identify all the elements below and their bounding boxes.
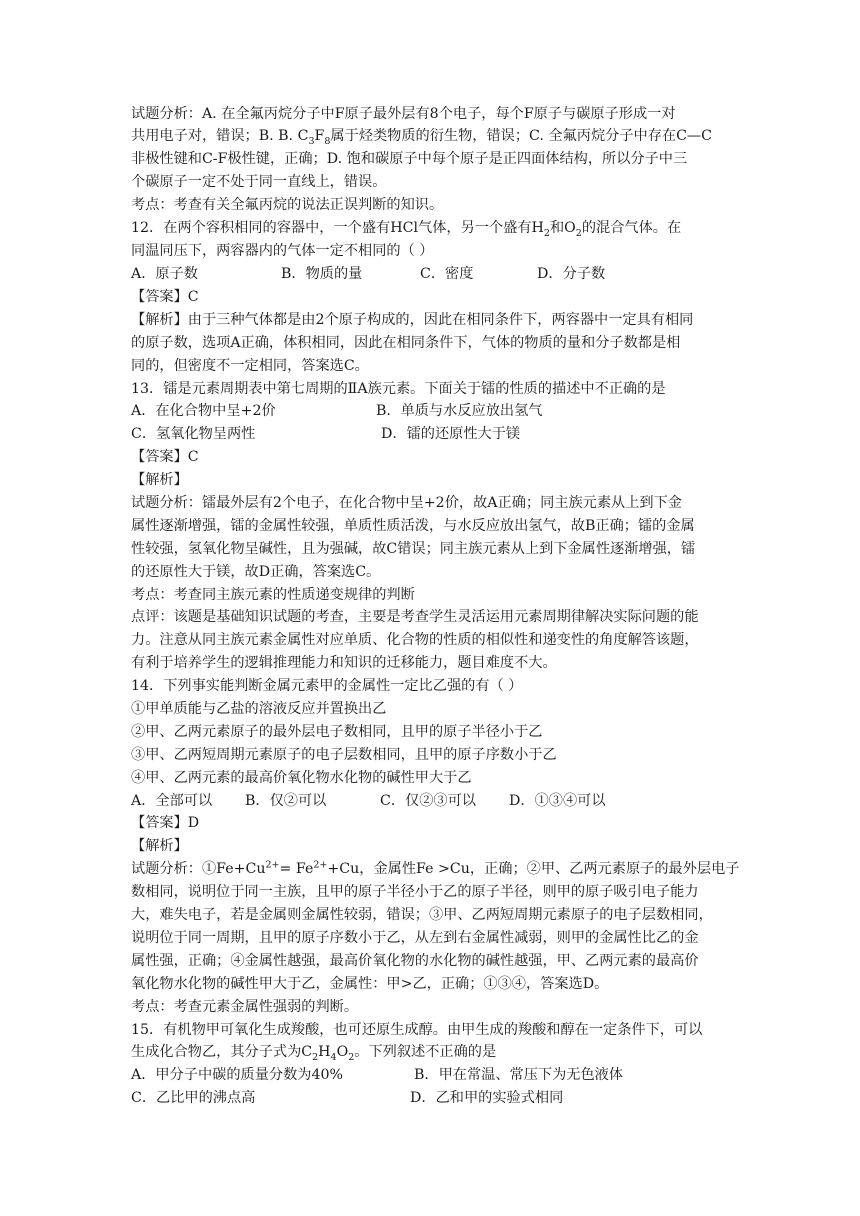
q15-option-b: B．甲在常温、常压下为无色液体 (414, 1067, 624, 1083)
q15-option-c: C．乙比甲的沸点高 (131, 1090, 256, 1106)
q12-stem-line-1: 12．在两个容积相同的容器中，一个盛有HCl气体，另一个盛有$H_2$和$O_2$的混合气体。在 (131, 220, 682, 239)
q15-stem-line-2: 生成化合物乙，其分子式为$C_2H_4O_2$。下列叙述不正确的是 (131, 1044, 497, 1063)
q13-options-row-1 (131, 400, 731, 422)
q14-point: 考点：考查元素金属性强弱的判断。 (131, 999, 359, 1015)
q13-options-row-2 (131, 423, 731, 445)
q13-stem: 13．镭是元素周期表中第七周期的ⅡA族元素。下面关于镭的性质的描述中不正确的是 (131, 381, 666, 397)
q14-stem: 14．下列事实能判断金属元素甲的金属性一定比乙强的有（ ） (131, 678, 523, 694)
q14-statement-4: ④甲、乙两元素的最高价氧化物水化物的碱性甲大于乙 (131, 770, 472, 786)
q13-answer: 【答案】C (131, 449, 199, 465)
q14-analysis-line-2: 数相同，说明位于同一主族，且甲的原子半径小于乙的原子半径，则甲的原子吸引电子能力 (131, 884, 699, 900)
q13-analysis-line-2: 属性逐渐增强，镭的金属性较强，单质性质活泼，与水反应放出氢气，故B正确；镭的金属 (131, 518, 695, 534)
q14-option-d: D．①③④可以 (509, 793, 606, 809)
q15-option-a: A．甲分子中碳的质量分数为40% (131, 1067, 344, 1083)
q12-option-b: B．物质的量 (281, 266, 363, 282)
q12-stem-line-2: 同温同压下，两容器内的气体一定不相同的（ ） (131, 243, 434, 259)
q14-analysis-line-1: 试题分析：$①Fe+Cu^{2+}= Fe^{2+}+Cu$，金属性Fe >Cu，正确；②甲、乙两元素原子的最外层电子 (131, 859, 740, 877)
q12-explanation-line-2: 的原子数，选项A正确，体积相同，因此在相同条件下，气体的物质的量和分子数都是相 (131, 335, 681, 351)
q13-comment-line-2: 力。注意从同主族元素金属性对应单质、化合物的性质的相似性和递变性的角度解答该题， (131, 632, 699, 648)
q14-option-c: C．仅②③可以 (380, 793, 476, 809)
q15-options-row-1 (131, 1064, 731, 1086)
q13-option-b: B．单质与水反应放出氢气 (376, 403, 543, 419)
q15-stem-line-1: 15．有机物甲可氧化生成羧酸，也可还原生成醇。由甲生成的羧酸和醇在一定条件下，可以 (131, 1022, 703, 1038)
q13-option-d: D．镭的还原性大于镁 (381, 426, 521, 442)
q14-analysis-line-6: 氧化物水化物的碱性甲大于乙，金属性：甲>乙，正确；①③④，答案选D。 (131, 976, 609, 992)
q14-statement-1: ①甲单质能与乙盐的溶液反应并置换出乙 (131, 701, 387, 717)
q12-option-a: A．原子数 (131, 266, 198, 282)
q13-point: 考点：考查同主族元素的性质递变规律的判断 (131, 587, 415, 603)
q13-comment-line-1: 点评：该题是基础知识试题的考查，主要是考查学生灵活运用元素周期律解决实际问题的能 (131, 609, 699, 625)
q13-analysis-line-1: 试题分析：镭最外层有2个电子，在化合物中呈+2价，故A正确；同主族元素从上到下金 (131, 495, 682, 511)
q11-analysis-line-4: 个碳原子一定不处于同一直线上，错误。 (131, 174, 387, 190)
q14-option-a: A．全部可以 (131, 793, 213, 809)
q14-analysis-line-4: 说明位于同一周期，且甲的原子序数小于乙，从左到右金属性减弱，则甲的金属性比乙的金 (131, 930, 699, 946)
q12-answer: 【答案】C (131, 289, 199, 305)
q11-analysis-line-2: 共用电子对，错误；B. B. $C_3F_8$属于烃类物质的衍生物，错误；C. 全氟丙烷分子中存在C—C (131, 128, 712, 147)
q11-point: 考点：考查有关全氟丙烷的说法正误判断的知识。 (131, 197, 444, 213)
q13-analysis-line-3: 性较强，氢氧化物呈碱性，且为强碱，故C错误；同主族元素从上到下金属性逐渐增强，镭 (131, 541, 696, 557)
q13-option-c: C．氢氧化物呈两性 (131, 426, 256, 442)
q12-explanation-line-3: 同的，但密度不一定相同，答案选C。 (131, 358, 369, 374)
q13-explanation-heading: 【解析】 (131, 472, 188, 488)
q14-option-b: B．仅②可以 (245, 793, 327, 809)
q15-option-d: D．乙和甲的实验式相同 (410, 1090, 564, 1106)
q13-analysis-line-4: 的还原性大于镁，故D正确，答案选C。 (131, 564, 381, 580)
q11-analysis-line-1: 试题分析：A. 在全氟丙烷分子中F原子最外层有8个电子，每个F原子与碳原子形成一对 (131, 106, 676, 122)
q14-statement-3: ③甲、乙两短周期元素原子的电子层数相同，且甲的原子序数小于乙 (131, 747, 557, 763)
q11-analysis-line-3: 非极性键和C-F极性键，正确；D. 饱和碳原子中每个原子是正四面体结构，所以分子中三 (131, 151, 688, 167)
q14-statement-2: ②甲、乙两元素原子的最外层电子数相同，且甲的原子半径小于乙 (131, 724, 543, 740)
q14-analysis-line-5: 属性强，正确；④金属性越强，最高价氧化物的水化物的碱性越强，甲、乙两元素的最高价 (131, 953, 699, 969)
q12-option-c: C．密度 (420, 266, 474, 282)
q15-options-row-2 (131, 1087, 731, 1109)
q14-explanation-heading: 【解析】 (131, 838, 188, 854)
q13-option-a: A．在化合物中呈+2价 (131, 403, 276, 419)
q13-comment-line-3: 有利于培养学生的逻辑推理能力和知识的迁移能力，题目难度不大。 (131, 655, 557, 671)
q14-options (131, 790, 731, 812)
q12-explanation-line-1: 【解析】由于三种气体都是由2个原子构成的，因此在相同条件下，两容器中一定具有相同 (131, 312, 694, 328)
q14-analysis-line-3: 大，难失电子，若是金属则金属性较弱，错误；③甲、乙两短周期元素原子的电子层数相同， (131, 907, 713, 923)
q12-option-d: D．分子数 (537, 266, 606, 282)
q14-answer: 【答案】D (131, 815, 200, 831)
q12-options (131, 263, 731, 285)
